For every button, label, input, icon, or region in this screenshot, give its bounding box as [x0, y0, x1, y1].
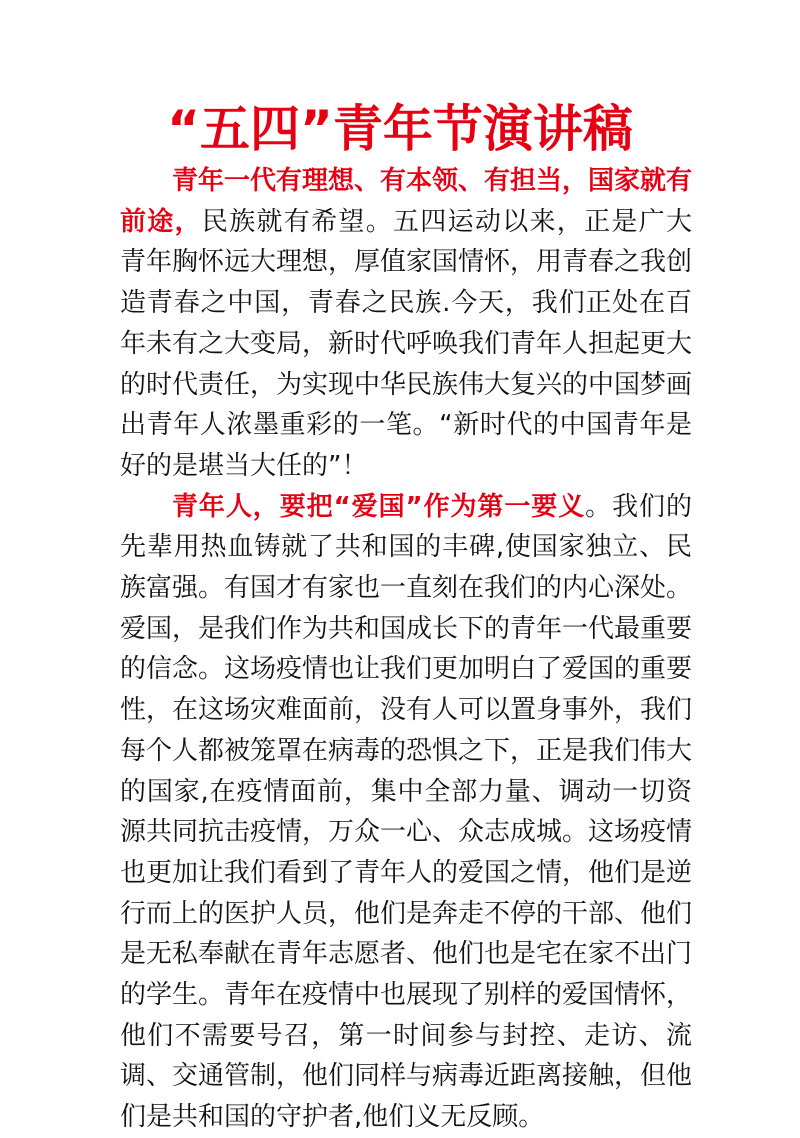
paragraph-2-text: 。我们的先辈用热血铸就了共和国的丰碑,使国家独立、民族富强。有国才有家也一直刻在我们的内心深处。爱国，是我们作为共和国成长下的青年一代最重要的信念。这场疫情也让我们更加明白了爱国的重要性，在这场灾难面前，没有人可以置身事外，我们每个人都被笼罩在病毒的恐惧之下，正是我们伟大的国家,在疫情面前，集中全部力量、调动一切资源共同抗击疫情，万众一心、众志成城。这场疫情也更加让我们看到了青年人的爱国之情，他们是逆行而上的医护人员，他们是奔走不停的干部、他们是无私奉献在青年志愿者、他们也是宅在家不出门的学生。青年在疫情中也展现了别样的爱国情怀，他们不需要号召，第一时间参与封控、走访、流调、交通管制，他们同样与病毒近距离接触，但他们是共和国的守护者,他们义无反顾。	[120, 491, 693, 1133]
page-title: “五四”青年节演讲稿	[167, 100, 633, 158]
paragraph-1-text: 民族就有希望。五四运动以来，正是广大青年胸怀远大理想，厚值家国情怀，用青春之我创造青春之中国，青春之民族.今天，我们正处在百年未有之大变局，新时代呼唤我们青年人担起更大的时代责任，为实现中华民族伟大复兴的中国梦画出青年人浓墨重彩的一笔。“新时代的中国青年是好的是堪当大任的”！	[120, 206, 693, 481]
paragraph-1	[120, 161, 692, 487]
paragraph-2-highlight: 青年人，要把“爱国”作为第一要义	[172, 491, 586, 522]
paragraph-2	[120, 487, 692, 1138]
document-body	[120, 161, 692, 1138]
paragraph-1-highlight: 青年一代有理想、有本领、有担当，国家就有前途，	[120, 166, 693, 237]
